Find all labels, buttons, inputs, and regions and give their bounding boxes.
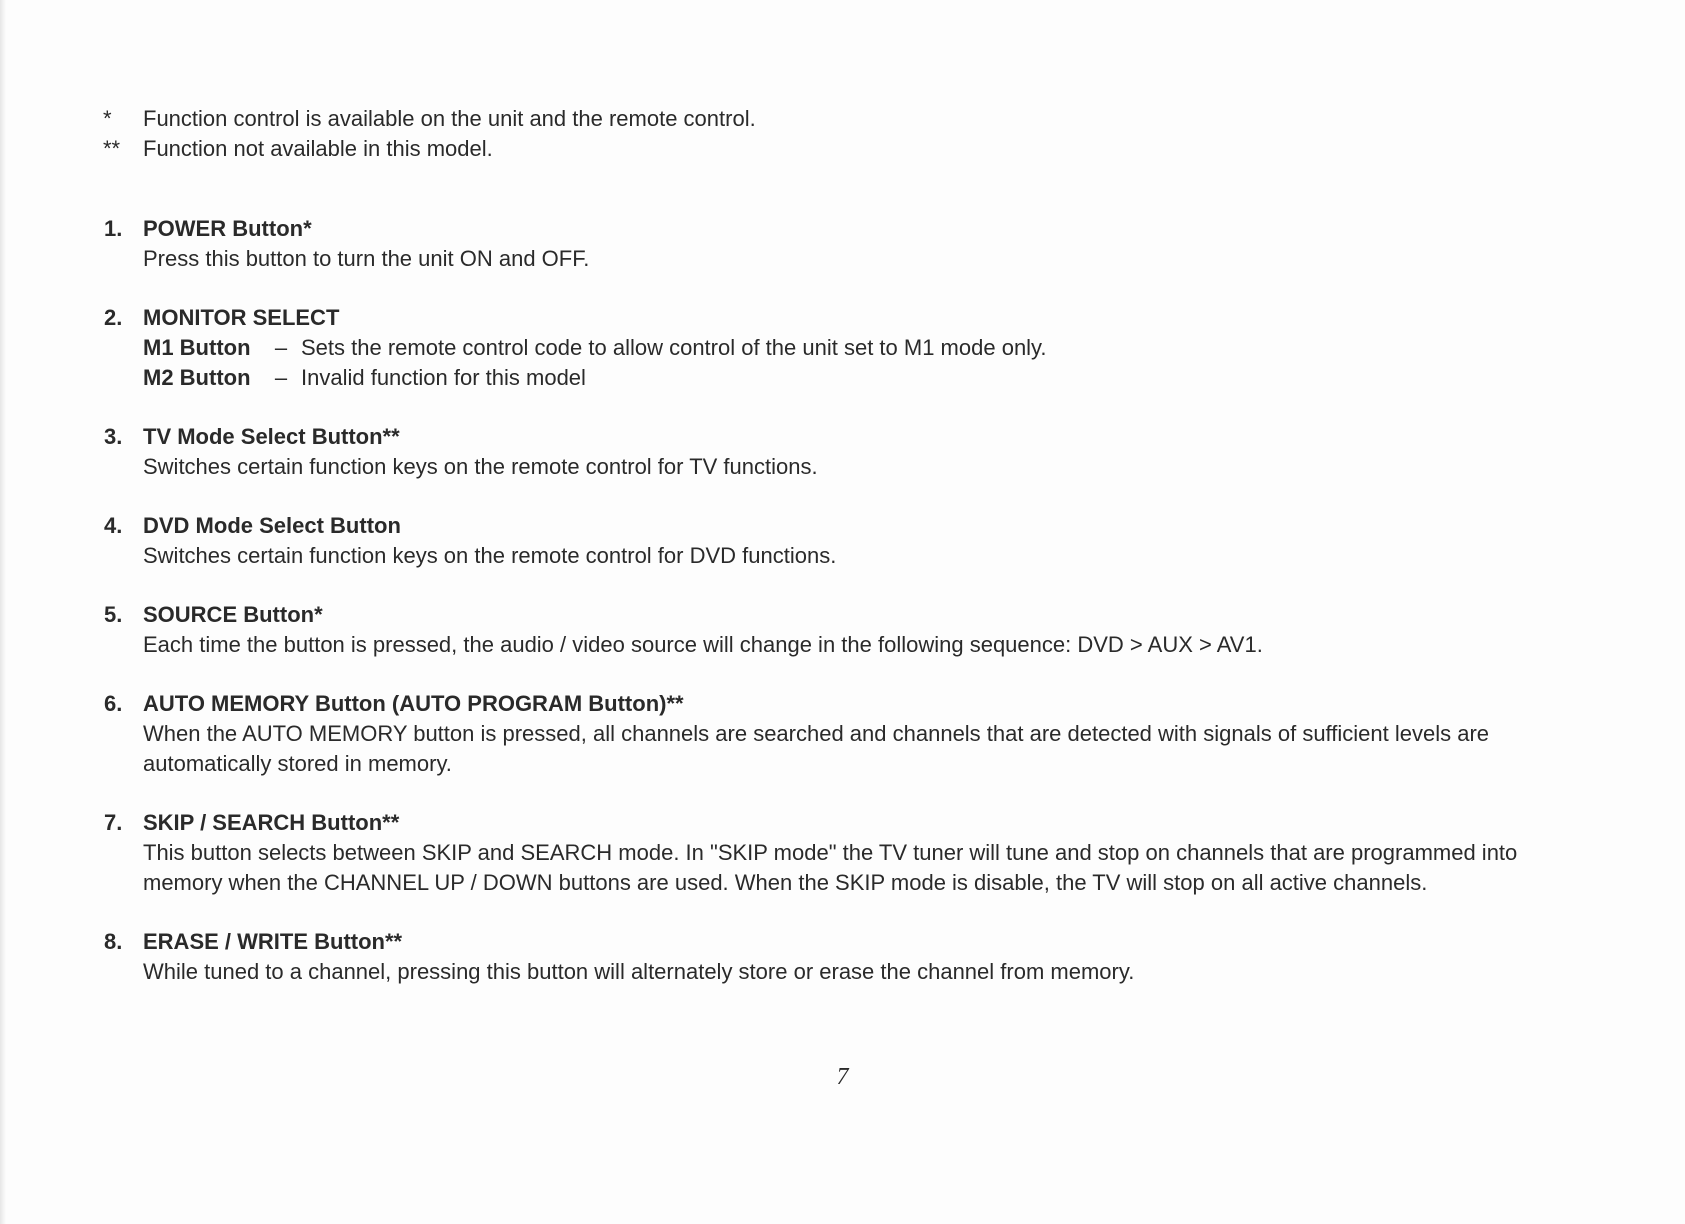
page-number: 7: [836, 1064, 849, 1090]
list-item: [104, 303, 1584, 393]
list-item: [104, 600, 1584, 660]
item-description: Each time the button is pressed, the audio / video source will change in the following sequence: DVD > AUX > AV1.: [143, 632, 1263, 657]
legend-mark: *: [103, 106, 112, 131]
item-title: SKIP / SEARCH Button**: [143, 810, 400, 835]
item-title: ERASE / WRITE Button**: [143, 929, 403, 954]
item-title: POWER Button*: [143, 216, 312, 241]
item-title: AUTO MEMORY Button (AUTO PROGRAM Button)**: [143, 691, 684, 716]
sub-item-text: Sets the remote control code to allow control of the unit set to M1 mode only.: [301, 335, 1047, 360]
sub-item-text: Invalid function for this model: [301, 365, 586, 390]
item-title: TV Mode Select Button**: [143, 424, 400, 449]
item-title: MONITOR SELECT: [143, 305, 340, 330]
sub-item-dash: –: [274, 335, 288, 360]
item-title: DVD Mode Select Button: [143, 513, 401, 538]
legend-text: Function not available in this model.: [143, 136, 493, 161]
item-description: When the AUTO MEMORY button is pressed, all channels are searched and channels that are detected with signals of sufficient levels are automatically stored in memory.: [143, 721, 1490, 776]
item-number: 6.: [104, 691, 123, 716]
footnote-legend: [103, 104, 756, 164]
sub-item-dash: –: [274, 365, 288, 390]
item-number: 8.: [104, 929, 123, 954]
legend-note: [103, 104, 756, 134]
item-description: While tuned to a channel, pressing this button will alternately store or erase the channel from memory.: [143, 959, 1135, 984]
legend-text: Function control is available on the unit and the remote control.: [143, 106, 756, 131]
sub-item: [143, 363, 1584, 393]
item-number: 1.: [104, 216, 123, 241]
scan-edge-shadow: [0, 0, 6, 1224]
item-number: 4.: [104, 513, 123, 538]
button-description-list: [104, 214, 1584, 1016]
item-description: This button selects between SKIP and SEARCH mode. In "SKIP mode" the TV tuner will tune and stop on channels that are programmed into memory when the CHANNEL UP / DOWN buttons are used. When the SKIP mode is disable, the TV will stop on all active channels.: [143, 840, 1518, 895]
item-description: Press this button to turn the unit ON and OFF.: [143, 246, 590, 271]
item-title: SOURCE Button*: [143, 602, 323, 627]
sub-item-label: M2 Button: [143, 365, 251, 390]
list-item: [104, 214, 1584, 274]
list-item: [104, 808, 1584, 898]
sub-item-label: M1 Button: [143, 335, 251, 360]
legend-note: [103, 134, 756, 164]
item-description: Switches certain function keys on the remote control for TV functions.: [143, 454, 818, 479]
item-number: 2.: [104, 305, 123, 330]
list-item: [104, 689, 1584, 779]
sub-item: [143, 333, 1584, 363]
item-number: 3.: [104, 424, 123, 449]
item-description: Switches certain function keys on the remote control for DVD functions.: [143, 543, 837, 568]
list-item: [104, 511, 1584, 571]
legend-mark: **: [103, 136, 121, 161]
list-item: [104, 927, 1584, 987]
item-number: 5.: [104, 602, 123, 627]
item-number: 7.: [104, 810, 123, 835]
list-item: [104, 422, 1584, 482]
